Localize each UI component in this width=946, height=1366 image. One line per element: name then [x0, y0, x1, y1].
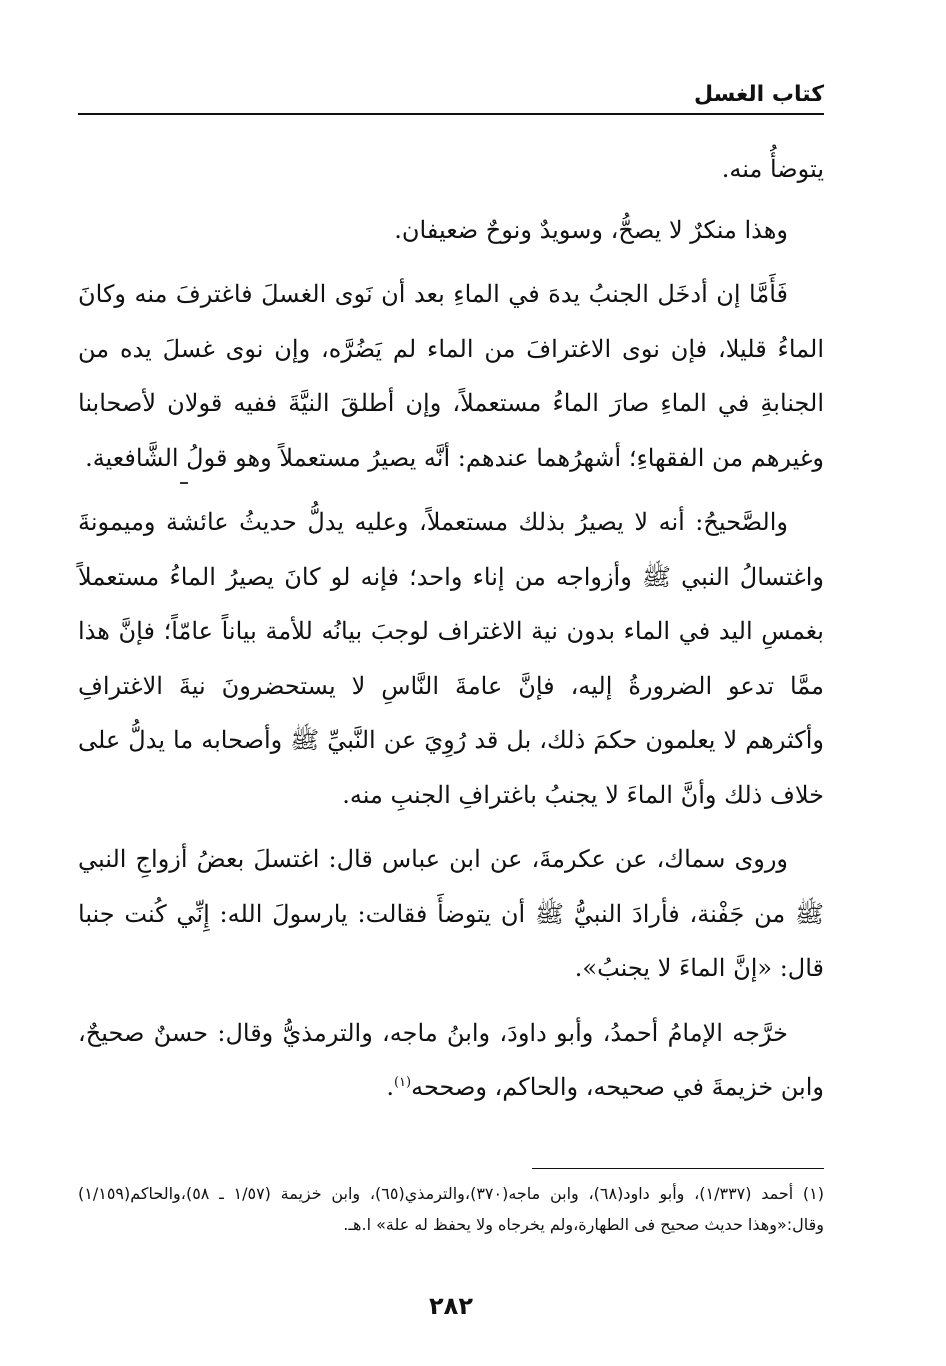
header-rule [78, 113, 824, 115]
book-page [78, 80, 824, 1350]
paragraph-1: يتوضأُ منه. [721, 155, 824, 183]
running-header-title: كتاب الغسل [693, 82, 824, 107]
paragraph-3: فَأَمَّا إن أدخَل الجنبُ يدهَ في الماءِ بعد أن نَوى الغسلَ فاغترفَ منه وكانَ الماءُ قليلا، فإن نوى الاغترافَ من الماء لم يَضُرَّه، وإن نوى غسلَ يده من الجنابةِ في الماءِ صارَ الماءُ مستعملاً، وإن أطلقَ النيَّةَ ففيه قولان لأصحابنا وغيرهم من الفقهاءِ؛ أشهرُهما عندهم: أنَّه يصيرُ مستعملاً وهو قولُ الشَّافعية. [78, 280, 825, 472]
paragraph-6-period: . [386, 1073, 394, 1101]
paragraph-6-text: خرَّجه الإمامُ أحمدُ، وأبو داودَ، وابنُ ماجه، والترمذيُّ وقال: حسنٌ صحيحٌ، وابن خزيمةَ في صحيحه، والحاكم، وصححه [78, 1018, 824, 1101]
footnote-text: (١) أحمد (١/٣٣٧)، وأبو داود(٦٨)، وابن ماجه(٣٧٠)،والترمذي(٦٥)، وابن خزيمة (١/٥٧ ـ ٥٨)،والحاكم(١/١٥٩) وقال:«وهذا حديث صحيح فى الطهارة،ولم يخرجاه ولا يحفظ له علة» ا.هـ. [78, 1184, 825, 1234]
footnote-reference[interactable]: (١) [393, 1075, 412, 1090]
paragraph-4: والصَّحيحُ: أنه لا يصيرُ بذلك مستعملاً، وعليه يدلُّ حديثُ عائشة وميمونةَ واغتسالُ النبي ﷺ وأزواجه من إناء واحد؛ فإنه لو كانَ يصيرُ الماءُ مستعملاً بغمسِ اليد في الماء بدون نية الاغتراف لوجبَ بيانُه للأمة بياناً عامّاً؛ فإنَّ هذا ممَّا تدعو الضرورةُ إليه، فإنَّ عامةَ النَّاسِ لا يستحضرونَ نيةَ الاغترافِ وأكثرهم لا يعلمون حكمَ ذلك، بل قد رُوِيَ عن النَّبيِّ ﷺ وأصحابه ما يدلُّ على خلاف ذلك وأنَّ الماءَ لا يجنبُ باغترافِ الجنبِ منه. [78, 508, 824, 809]
stray-print-mark [180, 482, 188, 484]
main-text [78, 142, 824, 1125]
paragraph-5: وروى سماك، عن عكرمةَ، عن ابن عباس قال: اغتسلَ بعضُ أزواجِ النبي ﷺ من جَفْنة، فأرادَ النبيُّ ﷺ أن يتوضأَ فقالت: يارسولَ الله: إِنِّي كُنت جنبا قال: «إنَّ الماءَ لا يجنبُ». [78, 845, 824, 982]
page-number: ٢٨٢ [429, 1292, 473, 1320]
paragraph-6 [78, 1006, 824, 1115]
footnote-rule [532, 1168, 824, 1169]
paragraph-2: وهذا منكرٌ لا يصحُّ، وسويدٌ ونوحٌ ضعيفان. [394, 215, 788, 244]
